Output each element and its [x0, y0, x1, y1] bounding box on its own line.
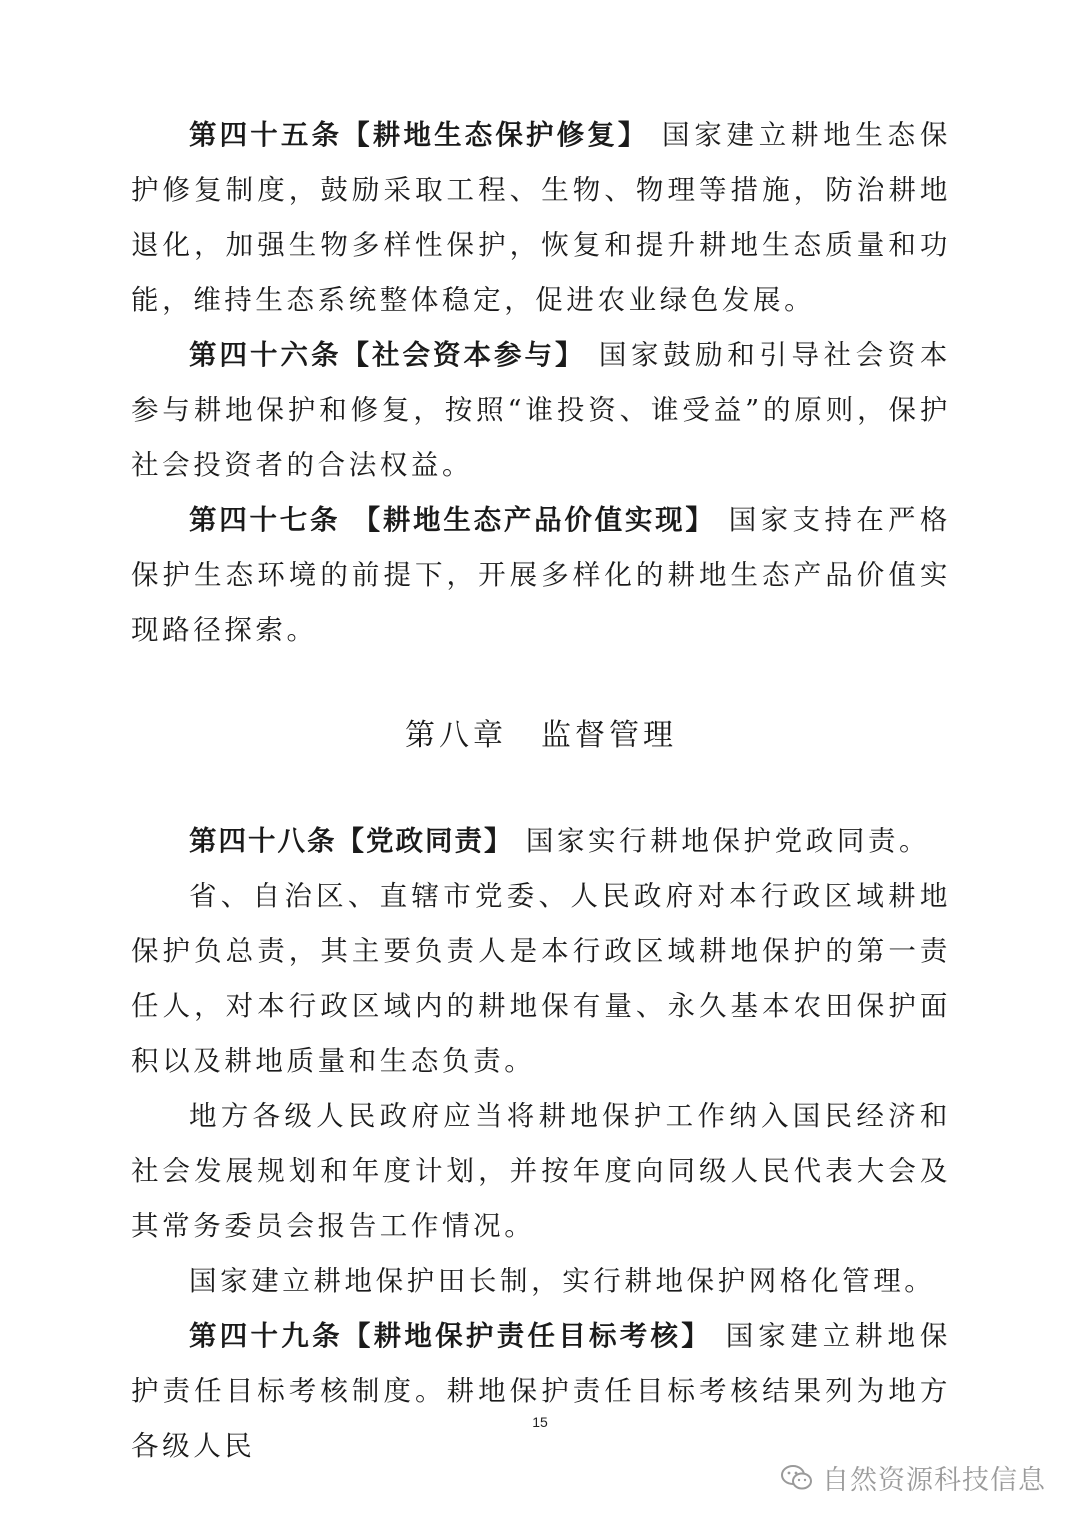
article-46-title: 第四十六条【社会资本参与】: [189, 339, 586, 371]
article-46: [131, 328, 951, 493]
article-47-body: 国家支持在严格保护生态环境的前提下，开展多样化的耕地生态产品价值实现路径探索。: [131, 504, 952, 646]
article-48-body: 国家实行耕地保护党政同责。: [525, 825, 931, 857]
article-45: [131, 108, 951, 328]
watermark-text: 自然资源科技信息: [822, 1465, 1046, 1496]
article-48-title: 第四十八条【党政同责】: [189, 825, 514, 857]
article-45-title: 第四十五条【耕地生态保护修复】: [189, 119, 649, 151]
document-body: [131, 108, 951, 1474]
page-number: 15: [532, 1414, 548, 1430]
article-48-paragraph-2: 地方各级人民政府应当将耕地保护工作纳入国民经济和社会发展规划和年度计划，并按年度向同级人民代表大会及其常务委员会报告工作情况。: [131, 1100, 951, 1242]
article-48-paragraph-3: 国家建立耕地保护田长制，实行耕地保护网格化管理。: [189, 1265, 936, 1297]
article-49-title: 第四十九条【耕地保护责任目标考核】: [189, 1320, 713, 1352]
article-49-body: 国家建立耕地保护责任目标考核制度。耕地保护责任目标考核结果列为地方各级人民: [131, 1320, 952, 1462]
article-47: [131, 493, 951, 658]
article-45-body: 国家建立耕地生态保护修复制度，鼓励采取工程、生物、物理等措施，防治耕地退化，加强生物多样性保护，恢复和提升耕地生态质量和功能，维持生态系统整体稳定，促进农业绿色发展。: [131, 119, 951, 316]
chapter-heading: 第八章 监督管理: [405, 718, 677, 753]
article-46-body: 国家鼓励和引导社会资本参与耕地保护和修复，按照“谁投资、谁受益”的原则，保护社会投资者的合法权益。: [131, 339, 951, 481]
wechat-icon: [780, 1464, 814, 1492]
article-48-paragraph-1: 省、自治区、直辖市党委、人民政府对本行政区域耕地保护负总责，其主要负责人是本行政区域耕地保护的第一责任人，对本行政区域内的耕地保有量、永久基本农田保护面积以及耕地质量和生态负责。: [131, 880, 951, 1077]
article-47-title: 第四十七条 【耕地生态产品价值实现】: [189, 504, 716, 536]
article-48: [131, 814, 951, 869]
watermark: [780, 1458, 1046, 1497]
article-49: [131, 1309, 951, 1474]
